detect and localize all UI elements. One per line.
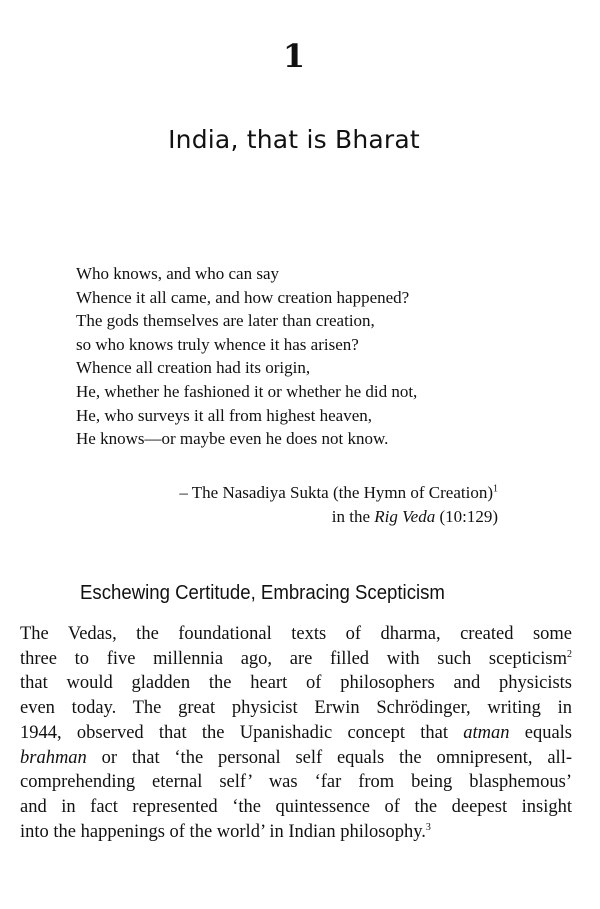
paragraph-line: The Vedas, the foundational texts of dharma, created some bbox=[20, 624, 572, 644]
epigraph-line: He, whether he fashioned it or whether he did not, bbox=[76, 381, 418, 401]
epigraph-line: He, who surveys it all from highest heaven, bbox=[76, 405, 373, 425]
epigraph-attribution bbox=[0, 481, 498, 529]
paragraph-text: or that ‘the personal self equals the omnipresent, all- bbox=[86, 747, 572, 768]
paragraph-line: that would gladden the heart of philosophers and physicists bbox=[20, 673, 572, 694]
paragraph-line: and in fact represented ‘the quintessence of the deepest insight bbox=[20, 796, 572, 817]
paragraph-text: 1944, observed that the Upanishadic concept that bbox=[20, 722, 464, 743]
body-paragraph bbox=[20, 622, 572, 844]
footnote-marker: 1 bbox=[493, 483, 498, 495]
epigraph-poem bbox=[76, 262, 546, 451]
paragraph-line bbox=[20, 647, 572, 672]
attribution-book-title: Rig Veda bbox=[374, 507, 436, 526]
epigraph-line: Whence all creation had its origin, bbox=[76, 358, 311, 378]
footnote-marker: 2 bbox=[567, 648, 572, 660]
attribution-line-2 bbox=[0, 505, 498, 529]
paragraph-line bbox=[20, 820, 572, 845]
section-heading: Eschewing Certitude, Embracing Scepticism bbox=[80, 582, 445, 604]
epigraph-line: Whence it all came, and how creation happened? bbox=[76, 287, 410, 307]
paragraph-italic-term: brahman bbox=[20, 747, 87, 768]
footnote-marker: 3 bbox=[425, 821, 431, 833]
attribution-prefix: in the bbox=[331, 507, 375, 526]
epigraph-line: Who knows, and who can say bbox=[76, 264, 280, 283]
paragraph-line: comprehending eternal self’ was ‘far from being blasphemous’ bbox=[20, 772, 572, 793]
chapter-number: 1 bbox=[282, 37, 306, 75]
epigraph-line: The gods themselves are later than creation, bbox=[76, 311, 375, 331]
attribution-reference: (10:129) bbox=[435, 507, 498, 526]
epigraph-line: so who knows truly whence it has arisen? bbox=[76, 334, 359, 354]
paragraph-line: even today. The great physicist Erwin Schrödinger, writing in bbox=[20, 698, 572, 719]
paragraph-text: into the happenings of the world’ in Indian philosophy. bbox=[20, 821, 426, 842]
paragraph-line bbox=[20, 746, 572, 771]
paragraph-line bbox=[20, 721, 572, 746]
paragraph-text: three to five millennia ago, are filled with such scepticism bbox=[20, 648, 567, 669]
attribution-source: – The Nasadiya Sukta (the Hymn of Creation) bbox=[179, 483, 493, 502]
chapter-title: India, that is Bharat bbox=[168, 125, 420, 154]
attribution-line-1 bbox=[0, 481, 498, 505]
paragraph-italic-term: atman bbox=[463, 722, 510, 743]
paragraph-text: equals bbox=[509, 722, 572, 743]
epigraph-line: He knows—or maybe even he does not know. bbox=[76, 429, 389, 449]
